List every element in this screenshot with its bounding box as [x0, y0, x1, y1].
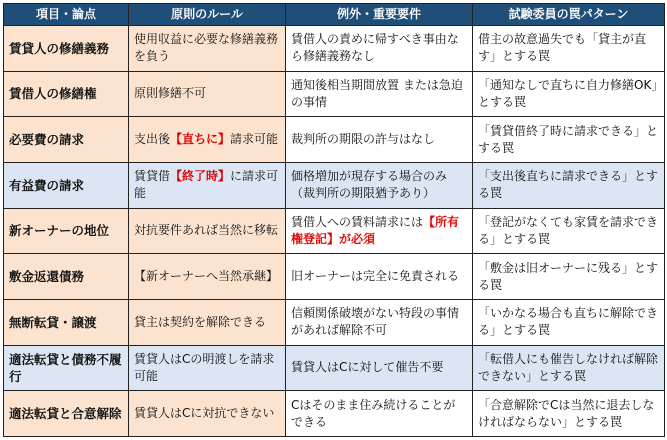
cell-text: 請求可能 [230, 132, 279, 147]
header-rule: 原則のルール [129, 4, 286, 26]
cell-text: 賃借人への賃料請求には [291, 214, 424, 229]
table-row [4, 162, 665, 208]
cell-text: 支出後 [134, 132, 171, 147]
cell-text: Cはそのまま住み続けることができる [291, 397, 456, 429]
table-row [4, 117, 665, 163]
exception-cell [286, 117, 473, 163]
cell-text: 対抗要件あれば当然に移転 [134, 223, 279, 238]
cell-text: 信頼関係破壊がない特段の事情があれば解除不可 [291, 306, 460, 338]
trap-cell: 「賃貸借終了時に請求できる」とする罠 [473, 117, 665, 163]
item-cell: 賃借人の修繕権 [4, 71, 129, 117]
rule-cell [129, 299, 286, 345]
header-item: 項目・論点 [4, 4, 129, 26]
table-row [4, 391, 665, 437]
trap-cell: 「転借人にも催告しなければ解除できない」とする罠 [473, 345, 665, 391]
cell-text: 賃貸人はCに対抗できない [134, 406, 275, 421]
header-row [4, 4, 665, 26]
emphasis-text: 【直ちに】 [170, 132, 231, 147]
rule-cell [129, 208, 286, 254]
rule-cell [129, 345, 286, 391]
cell-text: 貸主は契約を解除できる [134, 314, 267, 329]
header-exception: 例外・重要要件 [286, 4, 473, 26]
rule-cell [129, 391, 286, 437]
table-row [4, 208, 665, 254]
item-cell: 有益費の請求 [4, 162, 129, 208]
trap-cell: 「通知なしで直ちに自力修繕OK」とする罠 [473, 71, 665, 117]
comparison-table [3, 3, 665, 437]
cell-text: 賃貸人はCに対して催告不要 [291, 360, 444, 375]
trap-cell: 「敷金は旧オーナーに残る」とする罠 [473, 254, 665, 300]
rule-cell [129, 26, 286, 72]
cell-text: 原則修繕不可 [134, 86, 207, 101]
table-row [4, 71, 665, 117]
exception-cell [286, 26, 473, 72]
exception-cell [286, 254, 473, 300]
cell-text: 【新オーナーへ当然承継】 [134, 269, 279, 284]
cell-text: 価格増加が現存する場合のみ（裁判所の期限猶予あり） [291, 169, 448, 201]
item-cell: 賃貸人の修繕義務 [4, 26, 129, 72]
item-cell: 新オーナーの地位 [4, 208, 129, 254]
header-trap: 試験委員の罠パターン [473, 4, 665, 26]
item-cell: 必要費の請求 [4, 117, 129, 163]
cell-text: に請求可能 [134, 169, 279, 201]
exception-cell [286, 391, 473, 437]
rule-cell [129, 162, 286, 208]
exception-cell [286, 71, 473, 117]
cell-text: 賃貸人はCの明渡しを請求可能 [134, 351, 275, 383]
item-cell: 無断転貸・譲渡 [4, 299, 129, 345]
exception-cell [286, 162, 473, 208]
trap-cell: 「合意解除でCは当然に退去しなければならない」とする罠 [473, 391, 665, 437]
exception-cell [286, 345, 473, 391]
cell-text: 裁判所の期限の許与はなし [291, 132, 436, 147]
trap-cell: 借主の故意過失でも「貸主が直す」とする罠 [473, 26, 665, 72]
emphasis-text: 【終了時】 [170, 169, 231, 184]
table-row [4, 26, 665, 72]
exception-cell [286, 299, 473, 345]
exception-cell [286, 208, 473, 254]
cell-text: 賃借人の責めに帰すべき事由なら修繕義務なし [291, 32, 459, 64]
table-row [4, 254, 665, 300]
item-cell: 敷金返還債務 [4, 254, 129, 300]
cell-text: 旧オーナーは完全に免責される [291, 269, 460, 284]
rule-cell [129, 71, 286, 117]
item-cell: 適法転貸と合意解除 [4, 391, 129, 437]
rule-cell [129, 117, 286, 163]
trap-cell: 「支出後直ちに請求できる」とする罠 [473, 162, 665, 208]
cell-text: 使用収益に必要な修繕義務を負う [134, 32, 279, 64]
item-cell: 適法転貸と債務不履行 [4, 345, 129, 391]
cell-text: 賃貸借 [134, 169, 171, 184]
emphasis-text: 【所有権登記】が必須 [291, 214, 460, 246]
table-row [4, 299, 665, 345]
rule-cell [129, 254, 286, 300]
cell-text: 通知後相当期間放置 または急迫の事情 [291, 77, 463, 109]
table-row [4, 345, 665, 391]
trap-cell: 「登記がなくても家賃を請求できる」とする罠 [473, 208, 665, 254]
trap-cell: 「いかなる場合も直ちに解除できる」とする罠 [473, 299, 665, 345]
